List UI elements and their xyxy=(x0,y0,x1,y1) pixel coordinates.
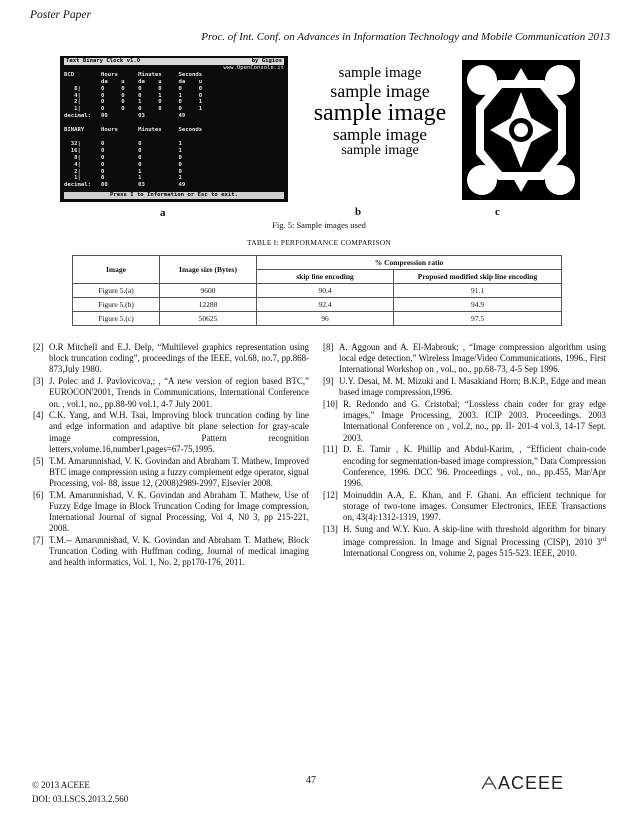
reference-text: O.R Mitchell and E.J. Delp, “Multilevel graphics representation using block truncation coding”, proceedings of the IEEE, vol.68, no.7, pp.868-873,July 1980. xyxy=(49,342,309,375)
sample-line-5: sample image xyxy=(341,142,419,158)
reference-text: T.M. Amarunnishad, V. K. Govindan and Abraham T. Mathew, Improved BTC image compression using a fuzzy complement edge operator, signal Processing, vol- 88, issue 12, (2008)2989-2997, Elsevier 2008. xyxy=(49,455,309,488)
reference-text: U.Y. Desai, M. M. Mizuki and I. Masakiand Horn; B.K.P., Edge and mean based image compression,1996. xyxy=(339,376,606,398)
terminal-row: 1| 0 0 0 0 0 1 xyxy=(64,106,203,113)
table-row xyxy=(73,312,562,326)
reference-number: [10] xyxy=(323,399,338,410)
terminal-row: decimal: 00 03 49 xyxy=(64,113,186,120)
reference-item xyxy=(33,376,309,410)
header-ratio: % Compression ratio xyxy=(257,256,562,270)
aceee-logo xyxy=(480,773,564,794)
reference-text: D. E. Tamir , K. Phillip and Abdul-Karim, , “Efficient chain-code encoding for segmentation-based image compression,” Data Compression Conference, 1996. DCC '96. Proceedings , vol., no., pp.455, Mar/Apr 1996. xyxy=(343,444,606,488)
reference-number: [3] xyxy=(33,376,44,387)
reference-item xyxy=(323,444,606,489)
figure-label-a: a xyxy=(160,207,166,219)
footer-left xyxy=(32,778,128,806)
logo-mark-icon xyxy=(480,775,498,791)
reference-item xyxy=(33,535,309,569)
reference-number: [2] xyxy=(33,342,44,352)
terminal-rows xyxy=(64,72,284,189)
reference-text-part: International Congress on, volume 2, pages 515-523. IEEE, 2010. xyxy=(343,548,577,559)
sample-line-4: sample image xyxy=(333,124,427,144)
doi: DOI: 03.LSCS.2013.2.560 xyxy=(32,794,129,804)
sample-line-2: sample image xyxy=(330,80,430,101)
cell-proposed: 94.9 xyxy=(394,298,562,312)
reference-number: [13] xyxy=(323,523,338,534)
reference-number: [11] xyxy=(323,444,338,455)
cell-image: Figure 5.(b) xyxy=(73,298,160,312)
terminal-credit: by Gigios xyxy=(251,58,282,64)
reference-item xyxy=(323,524,606,560)
reference-text xyxy=(343,524,606,558)
logo-text: ACEEE xyxy=(498,773,565,793)
reference-number: [8] xyxy=(323,342,334,352)
sample-line-1: sample image xyxy=(338,65,422,81)
header-image: Image xyxy=(73,256,160,284)
cell-skip: 92.4 xyxy=(257,298,394,312)
cell-image: Figure 5.(a) xyxy=(73,284,160,298)
terminal-title-bar xyxy=(64,58,284,65)
figure-b-sample-text xyxy=(300,66,460,158)
conference-header: Proc. of Int. Conf. on Advances in Information Technology and Mobile Communication 2013 xyxy=(201,31,610,43)
reference-item xyxy=(323,376,606,398)
reference-number: [6] xyxy=(33,489,44,500)
reference-number: [5] xyxy=(33,455,44,466)
references-right-column xyxy=(323,342,606,560)
reference-text: Moinuddin A.A, E. Khan, and F. Ghani. An efficient technique for storage of two-tone images. Consumer Electronics, IEEE Transactions on, 43(4):1312-1319, 1997. xyxy=(343,489,606,523)
terminal-row: 1| 0 1 1 xyxy=(64,175,182,182)
copyright: © 2013 ACEEE xyxy=(32,780,90,790)
reference-number: [12] xyxy=(323,489,338,500)
cell-size: 9600 xyxy=(160,284,257,298)
cell-image: Figure 5.(c) xyxy=(73,312,160,326)
terminal-row: 8| 0 0 0 xyxy=(64,154,182,161)
reference-number: [7] xyxy=(33,534,44,545)
header-size: Image size (Bytes) xyxy=(160,256,257,284)
reference-text: A. Aggoun and A. El-Mabrouk; , “Image compression algorithm using local edge detection,” Wireless Image/Video Communications, 1996., First International Workshop on , vol., no., pp.68-73, 4-5 Sep 1996. xyxy=(339,342,606,375)
terminal-row: 8| 0 0 0 0 0 0 xyxy=(64,85,203,92)
reference-item xyxy=(33,456,309,490)
table-row xyxy=(73,284,562,298)
cell-skip: 96 xyxy=(257,312,394,326)
page-number: 47 xyxy=(306,775,316,786)
performance-table xyxy=(72,255,562,326)
terminal-footer: Press I to Information or Esc to exit. xyxy=(64,192,284,199)
figure-label-c: c xyxy=(495,206,500,218)
terminal-row: 16| 0 0 1 xyxy=(64,147,182,154)
terminal-row: 4| 0 0 0 1 1 0 xyxy=(64,92,203,99)
reference-text: C.K. Yang, and W.H. Tsai, Improving block truncation coding by line and edge information and adaptive bit plane selection for gray-scale image compression, Pattern recognition letters,volume.16,number1,pages=67-75,1995. xyxy=(49,410,309,454)
reference-number: [4] xyxy=(33,410,44,421)
figure-caption: Fig. 5: Sample images used xyxy=(272,220,366,230)
reference-superscript: rd xyxy=(601,536,606,543)
cell-size: 12288 xyxy=(160,298,257,312)
reference-text: T.M. Amarunnishad, V. K. Govindan and Abraham T. Mathew, Use of Fuzzy Edge Image in Block Truncation Coding for Image compression, International Journal of signal Processing, Vol 4, N0 3, pp 215-221, 2008. xyxy=(49,489,309,534)
reference-item xyxy=(323,342,606,376)
reference-item xyxy=(33,410,309,455)
cell-size: 50625 xyxy=(160,312,257,326)
terminal-row xyxy=(64,120,284,127)
references-left-column xyxy=(33,342,309,569)
reference-number: [9] xyxy=(323,376,334,387)
reference-item xyxy=(33,342,309,376)
table-row xyxy=(73,298,562,312)
reference-item xyxy=(323,490,606,524)
cell-skip: 90.4 xyxy=(257,284,394,298)
terminal-row xyxy=(64,134,284,141)
terminal-row: BINARY Hours Minutes Seconds xyxy=(64,127,203,134)
terminal-site: www.OpenConsole.it xyxy=(223,64,284,71)
reference-text-part: H. Sung and W.Y. Kuo. A skip-line with threshold algorithm for binary image compression. In Image and Signal Processing (CISP), 2010 3 xyxy=(343,523,606,547)
header-skip: skip line encoding xyxy=(257,270,394,284)
terminal-row: da u da u da u xyxy=(64,78,203,85)
reference-item xyxy=(323,399,606,444)
reference-text: T.M.-- Amarunnishad, V. K. Govindan and Abraham T. Mathew, Block Truncation Coding with Huffman coding, Journal of medical imaging and health informatics, Vol. 1, No. 2, pp170-176, 2011. xyxy=(49,534,309,568)
terminal-row: 32| 0 0 1 xyxy=(64,140,182,147)
header-proposed: Proposed modified skip line encoding xyxy=(394,270,562,284)
figure-c-geometric-image xyxy=(462,60,580,200)
figure-a-terminal xyxy=(60,56,288,202)
cell-proposed: 97.5 xyxy=(394,312,562,326)
reference-text: J. Polec and J. Pavlovicova,; , “A new version of region based BTC,” EUROCON'2001, Trends in Communications, International Conference on. , vol.1, no., pp.88-90 vol.1, 4-7 July 2001. xyxy=(49,376,309,409)
terminal-row: 2| 0 1 0 xyxy=(64,168,182,175)
poster-label: Poster Paper xyxy=(30,9,92,21)
terminal-title: Text Binary Clock v1.0 xyxy=(66,58,141,64)
table-caption: TABLE I: PERFORMANCE COMPARISON xyxy=(247,238,391,247)
figure-label-b: b xyxy=(355,206,362,218)
terminal-row: 4| 0 0 0 xyxy=(64,161,182,168)
sample-line-3: sample image xyxy=(313,99,447,126)
cell-proposed: 91.1 xyxy=(394,284,562,298)
terminal-row: decimal: 00 03 49 xyxy=(64,182,186,189)
reference-item xyxy=(33,490,309,535)
reference-text: R. Redondo and G. Cristobal; “Lossless chain coder for gray edge images,” Image Processing, 2003. ICIP 2003. Proceedings. 2003 International Conference on , vol.2, no., pp. II- 201-4 vol.3, 14-17 Sept. 2003. xyxy=(343,399,606,443)
terminal-row: BCD Hours Minutes Seconds xyxy=(64,71,203,78)
terminal-row: 2| 0 0 1 0 0 1 xyxy=(64,99,203,106)
